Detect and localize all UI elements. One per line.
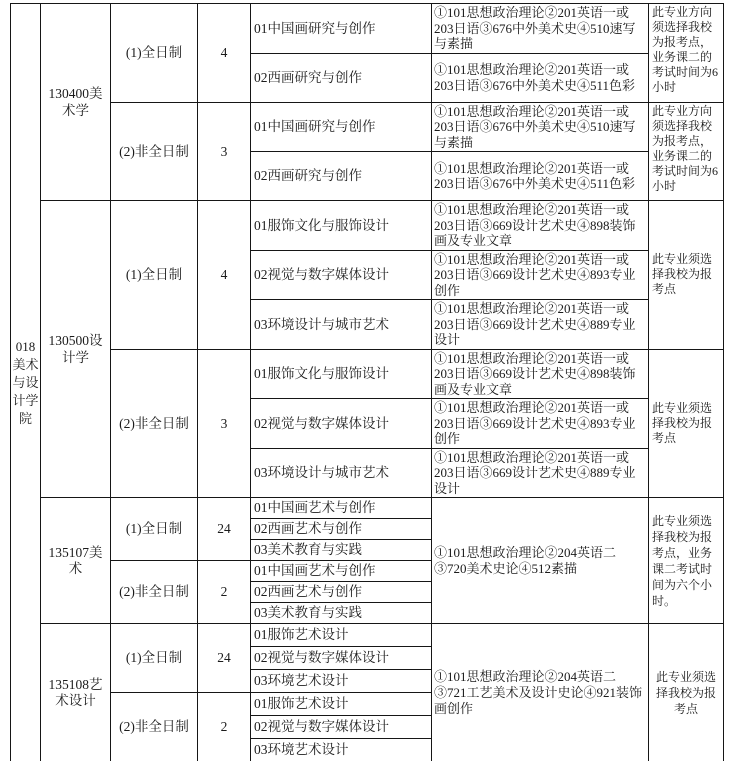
quota-cell: 2 <box>198 561 251 624</box>
quota-cell: 24 <box>198 498 251 561</box>
direction-cell: 03环境艺术设计 <box>251 739 432 761</box>
note-cell: 此专业须选择我校为报考点 <box>649 201 724 350</box>
direction-cell: 02西画研究与创作 <box>251 53 432 102</box>
study-mode-cell: (1)全日制 <box>111 624 198 693</box>
exam-subjects-cell: ①101思想政治理论②204英语二③720美术史论④512素描 <box>432 498 649 624</box>
table-row <box>11 201 724 251</box>
table-row <box>11 624 724 647</box>
exam-subjects-cell: ①101思想政治理论②201英语一或203日语③676中外美术史④510速写与素描 <box>432 4 649 54</box>
direction-cell: 03美术教育与实践 <box>251 603 432 624</box>
direction-cell: 03环境艺术设计 <box>251 670 432 693</box>
exam-subjects-cell: ①101思想政治理论②201英语一或203日语③676中外美术史④510速写与素描 <box>432 102 649 152</box>
quota-cell: 4 <box>198 4 251 103</box>
program-cell: 130400美术学 <box>41 4 111 201</box>
direction-cell: 02西画研究与创作 <box>251 152 432 201</box>
quota-cell: 3 <box>198 102 251 201</box>
direction-cell: 01服饰文化与服饰设计 <box>251 349 432 399</box>
direction-cell: 02视觉与数字媒体设计 <box>251 647 432 670</box>
table-row <box>11 4 724 54</box>
direction-cell: 03环境设计与城市艺术 <box>251 448 432 498</box>
exam-subjects-cell: ①101思想政治理论②201英语一或203日语③676中外美术史④511色彩 <box>432 152 649 201</box>
study-mode-cell: (2)非全日制 <box>111 349 198 498</box>
note-cell: 此专业须选择我校为报考点 <box>649 349 724 498</box>
study-mode-cell: (1)全日制 <box>111 4 198 103</box>
exam-subjects-cell: ①101思想政治理论②204英语二③721工艺美术及设计史论④921装饰画创作 <box>432 624 649 761</box>
direction-cell: 02视觉与数字媒体设计 <box>251 250 432 300</box>
study-mode-cell: (2)非全日制 <box>111 102 198 201</box>
program-cell: 130500设计学 <box>41 201 111 498</box>
note-cell: 此专业方向须选择我校为报考点，业务课二的考试时间为6小时 <box>649 102 724 201</box>
program-cell: 135108艺术设计 <box>41 624 111 761</box>
direction-cell: 01服饰艺术设计 <box>251 693 432 716</box>
exam-subjects-cell: ①101思想政治理论②201英语一或203日语③669设计艺术史④898装饰画及专业文章 <box>432 349 649 399</box>
program-cell: 135107美术 <box>41 498 111 624</box>
direction-cell: 01中国画研究与创作 <box>251 102 432 152</box>
quota-cell: 3 <box>198 349 251 498</box>
table-row <box>11 349 724 399</box>
quota-cell: 24 <box>198 624 251 693</box>
direction-cell: 01服饰艺术设计 <box>251 624 432 647</box>
direction-cell: 01中国画研究与创作 <box>251 4 432 54</box>
study-mode-cell: (1)全日制 <box>111 201 198 350</box>
table-row <box>11 498 724 519</box>
exam-subjects-cell: ①101思想政治理论②201英语一或203日语③669设计艺术史④893专业创作 <box>432 399 649 449</box>
study-mode-cell: (2)非全日制 <box>111 561 198 624</box>
exam-subjects-cell: ①101思想政治理论②201英语一或203日语③669设计艺术史④889专业设计 <box>432 448 649 498</box>
note-cell: 此专业方向须选择我校为报考点，业务课二的考试时间为6小时 <box>649 4 724 103</box>
quota-cell: 2 <box>198 693 251 761</box>
exam-subjects-cell: ①101思想政治理论②201英语一或203日语③676中外美术史④511色彩 <box>432 53 649 102</box>
direction-cell: 03美术教育与实践 <box>251 540 432 561</box>
direction-cell: 02西画艺术与创作 <box>251 582 432 603</box>
admissions-catalog-table <box>10 3 724 761</box>
direction-cell: 01服饰文化与服饰设计 <box>251 201 432 251</box>
college-cell: 018美术与设计学院 <box>11 4 41 761</box>
note-cell: 此专业须选择我校为报考点，业务课二考试时间为六个小时。 <box>649 498 724 624</box>
exam-subjects-cell: ①101思想政治理论②201英语一或203日语③669设计艺术史④898装饰画及专业文章 <box>432 201 649 251</box>
study-mode-cell: (1)全日制 <box>111 498 198 561</box>
direction-cell: 02视觉与数字媒体设计 <box>251 399 432 449</box>
direction-cell: 01中国画艺术与创作 <box>251 561 432 582</box>
direction-cell: 02视觉与数字媒体设计 <box>251 716 432 739</box>
study-mode-cell: (2)非全日制 <box>111 693 198 761</box>
note-cell: 此专业须选择我校为报考点 <box>649 624 724 761</box>
direction-cell: 01中国画艺术与创作 <box>251 498 432 519</box>
exam-subjects-cell: ①101思想政治理论②201英语一或203日语③669设计艺术史④889专业设计 <box>432 300 649 350</box>
table-row <box>11 102 724 152</box>
direction-cell: 03环境设计与城市艺术 <box>251 300 432 350</box>
quota-cell: 4 <box>198 201 251 350</box>
exam-subjects-cell: ①101思想政治理论②201英语一或203日语③669设计艺术史④893专业创作 <box>432 250 649 300</box>
direction-cell: 02西画艺术与创作 <box>251 519 432 540</box>
